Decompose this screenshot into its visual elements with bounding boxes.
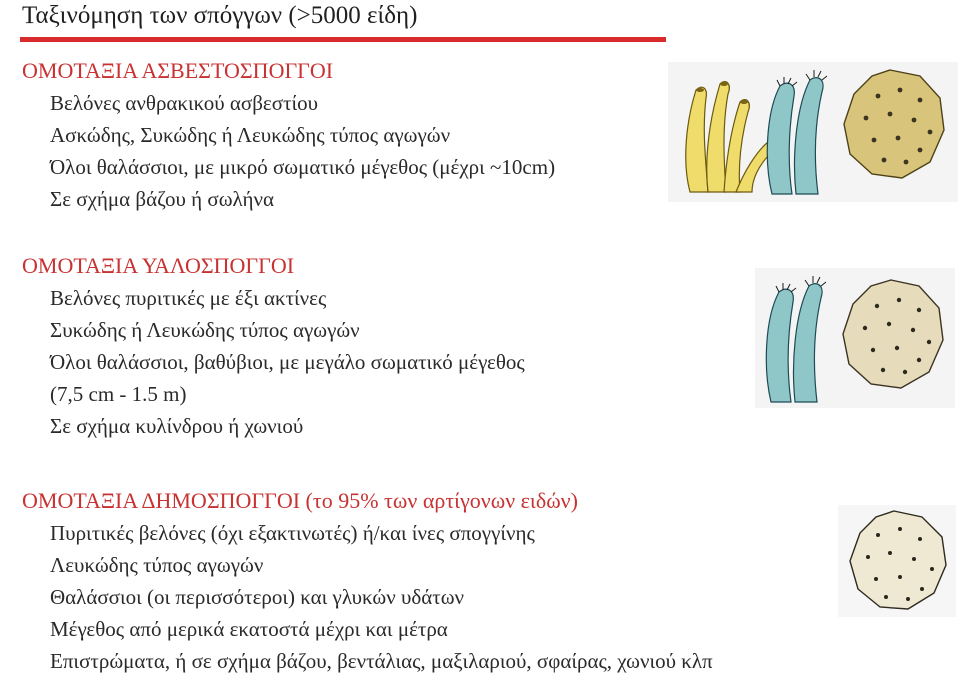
sponge-illustration-demospongiae — [838, 505, 956, 617]
page-title: Ταξινόμηση των σπόγγων (>5000 είδη) — [22, 2, 418, 29]
section-line: Επιστρώματα, ή σε σχήμα βάζου, βεντάλιας, μαξιλαριού, σφαίρας, χωνιού κλπ — [50, 649, 713, 673]
section-demospongiae — [22, 485, 713, 677]
section-line: Όλοι θαλάσσιοι, βαθύβιοι, με μεγάλο σωματικό μέγεθος — [50, 350, 525, 374]
section-line: Βελόνες ανθρακικού ασβεστίου — [50, 91, 319, 115]
section-line: Συκώδης ή Λευκώδης τύπος αγωγών — [50, 318, 360, 342]
section-heading: ΟΜΟΤΑΞΙΑ ΔΗΜΟΣΠΟΓΓΟΙ (το 95% των αρτίγονων ειδών) — [22, 488, 578, 513]
section-heading: ΟΜΟΤΑΞΙΑ ΑΣΒΕΣΤΟΣΠΟΓΓΟΙ — [22, 58, 334, 83]
section-line: Σε σχήμα κυλίνδρου ή χωνιού — [50, 414, 304, 438]
section-line: Ασκώδης, Συκώδης ή Λευκώδης τύπος αγωγών — [50, 123, 451, 147]
section-line: (7,5 cm - 1.5 m) — [50, 382, 187, 406]
section-calcarea — [22, 55, 555, 215]
section-line: Πυριτικές βελόνες (όχι εξακτινωτές) ή/και ίνες σπογγίνης — [50, 521, 535, 545]
section-line: Μέγεθος από μερικά εκατοστά μέχρι και μέτρα — [50, 617, 448, 641]
section-heading: ΟΜΟΤΑΞΙΑ ΥΑΛΟΣΠΟΓΓΟΙ — [22, 253, 295, 278]
section-hexactinellida — [22, 250, 525, 442]
section-line: Σε σχήμα βάζου ή σωλήνα — [50, 187, 275, 211]
sponge-illustration-calcarea — [668, 62, 958, 202]
sponge-illustration-hexactinellida — [755, 268, 955, 408]
section-line: Θαλάσσιοι (οι περισσότεροι) και γλυκών υδάτων — [50, 585, 465, 609]
section-line: Βελόνες πυριτικές με έξι ακτίνες — [50, 286, 327, 310]
section-line: Όλοι θαλάσσιοι, με μικρό σωματικό μέγεθος (μέχρι ~10cm) — [50, 155, 556, 179]
section-line: Λευκώδης τύπος αγωγών — [50, 553, 264, 577]
title-underline — [20, 37, 666, 42]
